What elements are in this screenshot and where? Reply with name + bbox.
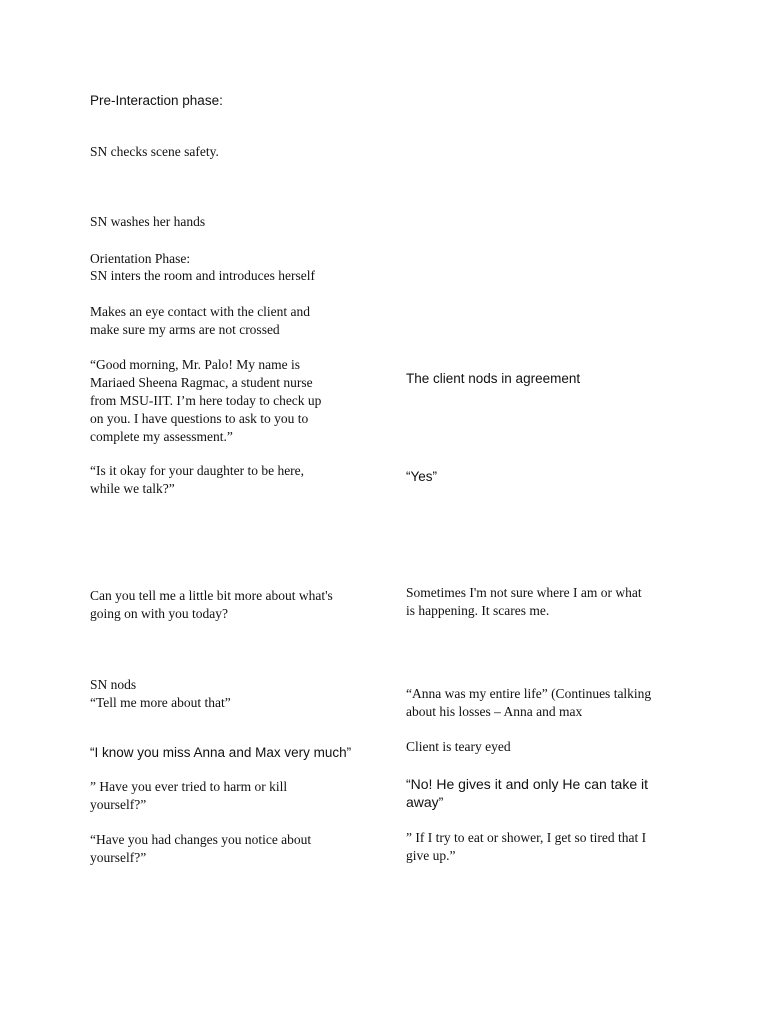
- enters-room-text: SN inters the room and introduces herself: [90, 268, 315, 283]
- orientation-heading: Orientation Phase:: [90, 251, 191, 266]
- client-teary-eyed-text: Client is teary eyed: [406, 739, 511, 754]
- tell-me-more-today-text: Can you tell me a little bit more about what's going on with you today?: [90, 588, 333, 621]
- client-not-sure-text: Sometimes I'm not sure where I am or what is happening. It scares me.: [406, 585, 642, 618]
- eye-contact-text: Makes an eye contact with the client and make sure my arms are not crossed: [90, 304, 311, 337]
- harm-question-text: ” Have you ever tried to harm or kill yourself?”: [90, 779, 288, 812]
- pre-interaction-heading: Pre-Interaction phase:: [90, 93, 223, 108]
- sn-nods-text: SN nods “Tell me more about that”: [90, 677, 231, 710]
- client-eat-shower-text: ” If I try to eat or shower, I get so tired that I give up.”: [406, 830, 647, 863]
- miss-anna-max-text: “I know you miss Anna and Max very much”: [90, 745, 352, 760]
- greeting-text: “Good morning, Mr. Palo! My name is Mariaed Sheena Ragmac, a student nurse from MSU-IIT. I’m here today to check up on you. I have questions to ask to you to complete my assessment.”: [90, 357, 322, 444]
- client-yes-text: “Yes”: [406, 469, 438, 484]
- daughter-question-text: “Is it okay for your daughter to be here, while we talk?”: [90, 463, 305, 496]
- client-anna-life-text: “Anna was my entire life” (Continues talking about his losses – Anna and max: [406, 686, 652, 719]
- washes-hands-text: SN washes her hands: [90, 214, 206, 229]
- scene-safety-text: SN checks scene safety.: [90, 144, 219, 159]
- client-no-he-gives-text: “No! He gives it and only He can take it away”: [406, 776, 649, 810]
- client-nods-text: The client nods in agreement: [406, 371, 581, 386]
- changes-question-text: “Have you had changes you notice about yourself?”: [90, 832, 312, 865]
